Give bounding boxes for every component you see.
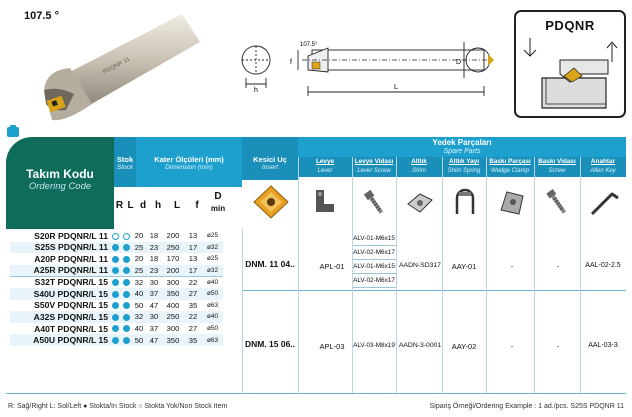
dim-f: 17: [184, 265, 202, 277]
in-stock-dot: [112, 267, 119, 274]
stock-right: [110, 230, 121, 242]
stock-title: Stok: [116, 155, 134, 164]
in-stock-dot: [112, 256, 119, 263]
dim-L: 170: [166, 254, 180, 264]
dim-D-min: ø63: [206, 301, 218, 309]
stock-left: [121, 311, 132, 323]
non-stock-dot: [112, 233, 119, 240]
part-header-en: Shim Spring: [447, 168, 481, 174]
dim-D-min: ø25: [206, 255, 218, 263]
dim-L: 250: [162, 311, 184, 323]
stock-left: [121, 265, 132, 277]
dim-L: 200: [162, 265, 184, 277]
stock-left: [121, 334, 132, 346]
col-R: R: [115, 200, 124, 211]
table-row: [10, 300, 223, 312]
shim-icon: [402, 186, 436, 220]
ordering-code: A40T PDQNR/L 15: [34, 323, 108, 334]
legend: R: Sağ/Right L: Sol/Left ● Stokta/In Stock ○ Stokta Yok/Non Stock Item: [8, 403, 228, 410]
in-stock-dot: [112, 325, 119, 332]
dim-f: 22: [184, 311, 202, 323]
dimension-subtitle: Dimension (mm): [165, 164, 213, 171]
col-D-min: min: [210, 204, 226, 213]
ordering-code: A20P PDQNR/L 11: [34, 253, 108, 264]
spare-parts-subtitle: Spare Parts: [443, 148, 481, 155]
stock-left: [121, 242, 132, 254]
shim-spring-group1: AAY-01: [451, 262, 477, 271]
table-row: [10, 276, 223, 288]
part-header-en: Screw: [548, 168, 566, 174]
in-stock-dot: [123, 302, 130, 309]
lever-screw-item: ALV-02-M6x17: [352, 274, 396, 288]
part-header-wedge-clamp: Baskı Parçası: [489, 158, 531, 165]
dim-h: 18: [149, 254, 159, 264]
wedge-group1: -: [510, 262, 514, 271]
boring-bar-photo: [22, 8, 200, 128]
in-stock-dot: [112, 291, 119, 298]
wedge-clamp-icon: [493, 186, 527, 220]
allen-key-icon: [586, 186, 620, 220]
group-separator: [242, 290, 626, 291]
dim-h: 37: [149, 324, 159, 334]
insert-subtitle: Insert: [261, 164, 279, 171]
in-stock-dot: [123, 256, 130, 263]
dim-D-min: ø40: [202, 311, 223, 323]
dim-h-label: h: [254, 87, 258, 94]
ordering-code: S40U PDQNR/L 15: [10, 288, 110, 300]
stock-right: [110, 311, 121, 323]
col-d: d: [139, 200, 147, 211]
part-header-shim: Altlık: [411, 158, 427, 165]
shim-group1: AADN-SD317: [399, 262, 441, 269]
wedge-group2: -: [510, 342, 514, 351]
dim-L: 350: [162, 334, 184, 346]
dim-h: 18: [149, 231, 159, 241]
lever-screws-group1: [352, 232, 396, 288]
lever-screw-item: ALV-01-M6x15: [352, 232, 396, 246]
dim-d: 32: [132, 311, 146, 323]
in-stock-dot: [112, 244, 119, 251]
dim-d: 50: [134, 300, 144, 310]
dimension-title: Kater Ölçüleri (mm): [154, 155, 224, 164]
table-row: [10, 242, 223, 254]
dim-f: 35: [188, 300, 198, 310]
in-stock-dot: [112, 302, 119, 309]
lever-icon: [308, 186, 342, 220]
col-divider: [298, 157, 299, 393]
stock-subtitle: Stock: [116, 164, 134, 171]
dim-d: 25: [132, 265, 146, 277]
shim-group2: AADN-3-0001: [398, 342, 442, 349]
lever-screw-group2: ALV-03-M8x19: [353, 342, 395, 349]
part-header-en: Allen Key: [590, 168, 616, 174]
col-divider: [486, 157, 487, 393]
stock-left: [121, 323, 132, 335]
dim-D-min: ø32: [202, 265, 223, 277]
dim-f: 13: [188, 231, 198, 241]
table-row: [10, 288, 223, 300]
dim-d: 50: [132, 334, 146, 346]
in-stock-dot: [123, 267, 130, 274]
col-L-stock: L: [127, 200, 134, 211]
table-row: [10, 323, 223, 335]
dim-h: 30: [146, 311, 162, 323]
part-header-screw: Baskı Vidası: [538, 158, 576, 165]
part-header-allen-key: Anahtar: [590, 158, 616, 165]
shim-spring-group2: AAY-02: [451, 342, 477, 351]
stock-right: [110, 300, 121, 312]
stock-right: [110, 265, 121, 277]
part-header-shim-spring: Altlık Yayı: [448, 158, 480, 165]
dim-d: 20: [134, 254, 144, 264]
info-icon: [6, 124, 20, 138]
stock-right: [110, 242, 121, 254]
stock-left: [121, 253, 132, 265]
stock-right: [110, 253, 121, 265]
dim-L-label: L: [394, 84, 398, 91]
in-stock-dot: [123, 279, 130, 286]
stock-left: [121, 288, 132, 300]
part-header-en: Shim: [412, 168, 426, 174]
col-divider: [396, 157, 397, 393]
dim-d: 40: [132, 288, 146, 300]
col-divider: [580, 157, 581, 393]
ordering-table: [10, 230, 223, 346]
dim-L: 250: [162, 242, 184, 254]
ordering-code: S50V PDQNR/L 15: [34, 300, 108, 311]
insert-title: Kesici Uç: [253, 155, 287, 164]
table-row: [10, 230, 223, 242]
dim-L: 300: [162, 276, 184, 288]
in-stock-dot: [112, 279, 119, 286]
dim-D-label: D: [456, 59, 462, 66]
holder-code-box: [514, 10, 626, 118]
dim-d: 32: [132, 276, 146, 288]
table-row: [10, 265, 223, 277]
col-f: f: [195, 200, 199, 211]
in-stock-dot: [123, 314, 130, 321]
part-header-en: Lever: [317, 168, 333, 174]
dim-d: 20: [134, 231, 144, 241]
screw-group2: -: [556, 342, 560, 351]
lever-screw-item: ALV-01-M6x15: [352, 260, 396, 274]
stock-left: [121, 276, 132, 288]
dim-f: 27: [184, 288, 202, 300]
in-stock-dot: [112, 337, 119, 344]
dim-h: 47: [149, 300, 159, 310]
dim-f: 17: [184, 242, 202, 254]
svg-text:PDQNR 11: PDQNR 11: [102, 56, 132, 76]
part-header-en: Wedge Clamp: [491, 168, 529, 174]
dim-D-min: ø63: [202, 334, 223, 346]
lever-screw-item: ALV-02-M6x17: [352, 246, 396, 260]
dim-h: 23: [146, 242, 162, 254]
in-stock-dot: [123, 325, 130, 332]
dim-f: 27: [188, 324, 198, 334]
dim-f: 35: [184, 334, 202, 346]
col-divider: [352, 157, 353, 393]
screw-icon: [540, 186, 574, 220]
screw-group1: -: [556, 262, 560, 271]
lever-group2: APL-03: [319, 342, 345, 351]
col-h: h: [154, 200, 162, 211]
machining-diagram: [520, 34, 620, 114]
stock-right: [110, 334, 121, 346]
col-L: L: [173, 200, 181, 211]
lever-screw-icon: [357, 186, 391, 220]
dim-angle-label: 107.5°: [300, 42, 318, 48]
dim-D-min: ø50: [202, 288, 223, 300]
dim-D-min: ø32: [202, 242, 223, 254]
part-header-lever-screw: Levye Vidası: [354, 158, 394, 165]
dim-h: 37: [146, 288, 162, 300]
in-stock-dot: [123, 291, 130, 298]
non-stock-dot: [123, 233, 130, 240]
tool-code-subtitle: Ordering Code: [28, 181, 92, 192]
tool-code-title: Takım Kodu: [26, 167, 94, 181]
in-stock-dot: [123, 337, 130, 344]
ordering-code: S32T PDQNR/L 15: [10, 276, 110, 288]
ordering-code: S20R PDQNR/L 11: [34, 230, 108, 241]
col-divider: [534, 157, 535, 393]
table-row: [10, 311, 223, 323]
dim-h: 30: [146, 276, 162, 288]
allen-key-group1: AAL-02-2.5: [585, 262, 621, 269]
stock-right: [110, 288, 121, 300]
spare-parts-title: Yedek Parçaları: [432, 138, 492, 147]
ordering-code: A32S PDQNR/L 15: [10, 311, 110, 323]
insert-icon: [252, 184, 290, 220]
stock-right: [110, 276, 121, 288]
shim-spring-icon: [447, 186, 481, 220]
allen-key-group2: AAL-03-3: [588, 342, 618, 349]
dim-L: 300: [166, 324, 180, 334]
part-header-en: Lever Screw: [357, 168, 391, 174]
col-divider: [242, 229, 243, 393]
stock-right: [110, 323, 121, 335]
stock-left: [121, 230, 132, 242]
technical-drawing: [232, 8, 504, 120]
in-stock-dot: [123, 244, 130, 251]
dim-f-label: f: [290, 59, 292, 66]
ordering-code: S25S PDQNR/L 11: [10, 242, 110, 254]
ordering-example: Sipariş Örneği/Ordering Example : 1 ad./pcs. S25S PDQNR 11: [429, 403, 624, 410]
dim-d: 40: [134, 324, 144, 334]
ordering-code: A25R PDQNR/L 11: [10, 265, 110, 277]
table-row: [10, 334, 223, 346]
dim-L: 400: [166, 300, 180, 310]
table-bottom-line: [6, 393, 626, 394]
dim-f: 13: [188, 254, 198, 264]
dim-D-min: ø25: [206, 232, 218, 240]
dim-h: 47: [146, 334, 162, 346]
lever-group1: APL-01: [319, 262, 345, 271]
insert-code-group2: DNM. 15 06..: [244, 339, 296, 349]
table-row: [10, 253, 223, 265]
col-divider: [442, 157, 443, 393]
insert-code-group1: DNM. 11 04..: [245, 259, 295, 269]
col-D: D: [214, 191, 222, 202]
dim-D-min: ø40: [202, 276, 223, 288]
dim-h: 23: [146, 265, 162, 277]
in-stock-dot: [112, 314, 119, 321]
stock-left: [121, 300, 132, 312]
part-header-lever: Levye: [315, 158, 335, 165]
dim-L: 200: [166, 231, 180, 241]
angle-label: 107.5 °: [24, 10, 59, 22]
product-code: PDQNR: [545, 18, 595, 33]
dim-D-min: ø50: [206, 325, 218, 333]
dim-f: 22: [184, 276, 202, 288]
dim-L: 350: [162, 288, 184, 300]
ordering-code: A50U PDQNR/L 15: [10, 334, 110, 346]
dim-d: 25: [132, 242, 146, 254]
